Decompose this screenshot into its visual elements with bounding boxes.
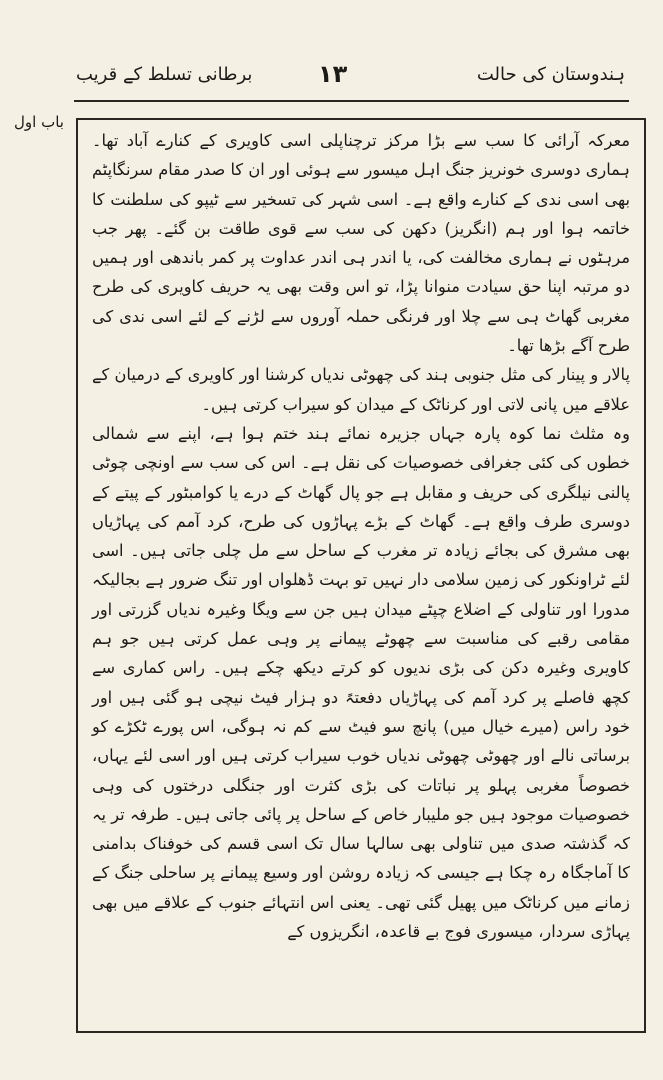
chapter-title: ہندوستان کی حالت [476, 64, 625, 85]
paragraph-1: معرکہ آرائی کا سب سے بڑا مرکز ترچناپلی اسی کاویری کے کنارے آباد تھا۔ ہماری دوسری خونریز جنگ اہل میسور سے ہوئی اور ان کا صدر مقام سرنگاپٹم بھی اسی ندی کے کنارے واقع ہے۔ اسی شہر کی تسخیر سے ٹیپو کی سلطنت کا خاتمہ ہوا اور ہم (انگریز) دکھن کی سب سے قوی طاقت بن گئے۔ پھر جب مرہٹوں نے ہماری مخالفت کی، یا اندر ہی اندر عداوت پر کمر باندھی اور ہمیں دو مرتبہ اپنا حق سیادت منوانا پڑا، تو اس وقت بھی یہ حریف کاویری کی طرح مغربی گھاٹ ہی سے چلا اور فرنگی حملہ آوروں سے لڑنے کے لئے اسی ندی کی طرح آگے بڑھا تھا۔ [92, 131, 630, 356]
body-text [92, 126, 630, 946]
running-header [0, 58, 663, 98]
paragraph-3: وہ مثلث نما کوہ پارہ جہاں جزیرہ نمائے ہند ختم ہوا ہے، اپنے سے شمالی خطوں کی کئی جغرافی خصوصیات کی نقل ہے۔ اس کی سب سے اونچی چوٹی پالنی نیلگری کی حریف و مقابل ہے جو پال گھاٹ کے درے یا کوامبٹور کے پیتے کے دوسری طرف واقع ہے۔ گھاٹ کے بڑے پہاڑوں کی طرح، کرد آمم کی پہاڑیاں بھی مشرق کی بجائے زیادہ تر مغرب کے ساحل سے مل چلی جاتی ہیں۔ اسی لئے ٹراونکور کی زمین سلامی دار نہیں تو بہت ڈھلواں اور تنگ ضرور ہے بجالیکہ مدورا اور تناولی کے اضلاع چپٹے میدان ہیں جن سے ویگا وغیرہ ندیاں گزرتی اور مقامی رقبے کی مناسبت سے چھوٹے پیمانے پر وہی عمل کرتی ہیں جو ہم کاویری وغیرہ دکن کی بڑی ندیوں کو کرتے دیکھ چکے ہیں۔ راس کماری سے کچھ فاصلے پر کرد آمم کی پہاڑیاں دفعتہً دو ہزار فیٹ نیچی ہو گئی ہیں اور خود راس (میرے خیال میں) پانچ سو فیٹ سے کم نہ ہوگی، اس پورے ٹکڑے کو برساتی نالے اور چھوٹی چھوٹی ندیاں خوب سیراب کرتی ہیں اور اسی لئے یہاں، خصوصاً مغربی پہلو پر نباتات کی بڑی کثرت اور جنگلی درختوں کی وہی خصوصیات موجود ہیں جو ملیبار خاص کے ساحل پر پائی جاتی ہیں۔ طرفہ تر یہ کہ گذشتہ صدی میں تناولی بھی سالہا سال تک اسی قسم کی خوفناک بدامنی کا آماجگاہ رہ چکا ہے جیسی کہ زیادہ روشن اور وسیع پیمانے پر ساحلی جنگ کے زمانے میں کرناٹک میں پھیل گئی تھی۔ یعنی اس انتہائے جنوب کے علاقے میں بھی پہاڑی سردار، میسوری فوج بے قاعدہ، انگریزوں کے [92, 423, 630, 942]
margin-note: باب اول [14, 113, 64, 131]
page-number: ۱۳ [318, 60, 348, 88]
section-title: برطانی تسلط کے قریب [76, 64, 253, 85]
text-frame [76, 118, 646, 1033]
paragraph-2: پالار و پینار کی مثل جنوبی ہند کی چھوٹی ندیاں کرشنا اور کاویری کے درمیان کے علاقے میں پانی لاتی اور کرناٹک کے میدان کو سیراب کرتی ہیں۔ [92, 365, 630, 414]
header-rule [74, 100, 629, 102]
